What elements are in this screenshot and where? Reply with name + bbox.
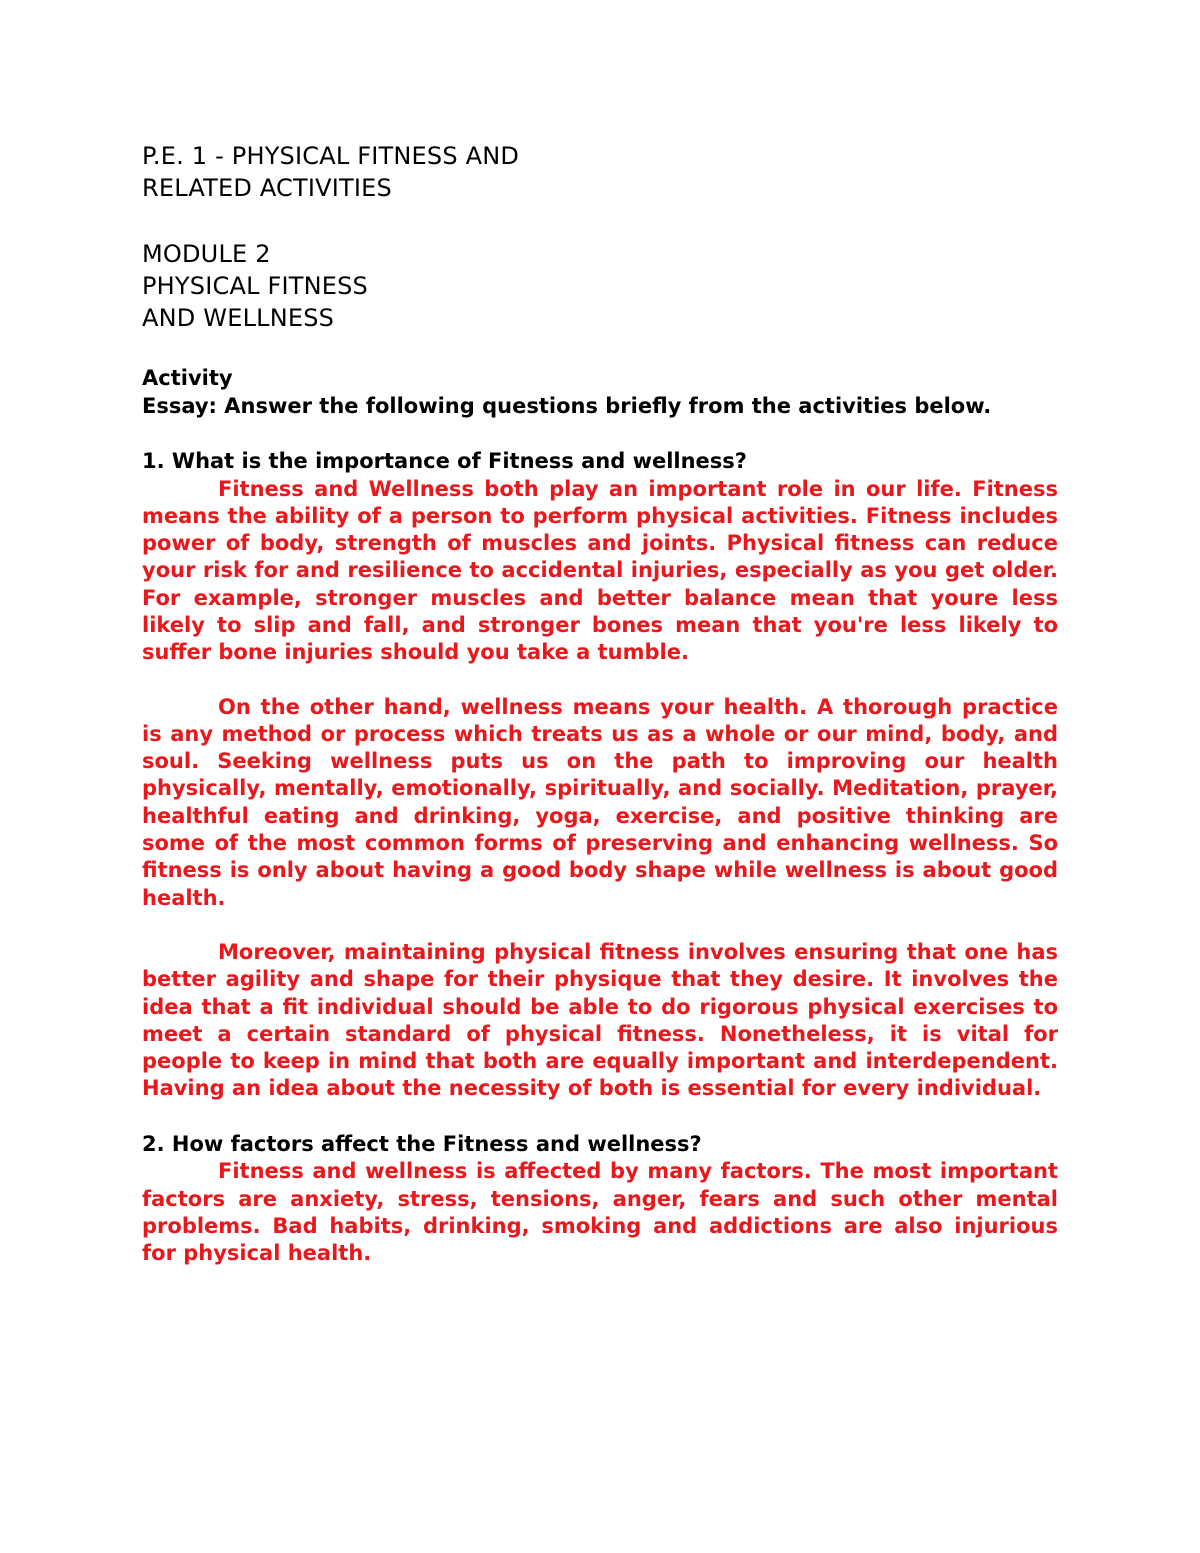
module-title-line-1: PHYSICAL FITNESS — [142, 272, 368, 300]
module-title-line-2: AND WELLNESS — [142, 304, 335, 332]
question-2-block — [142, 1131, 1058, 1268]
course-title — [142, 140, 1058, 204]
course-title-line-1: P.E. 1 - PHYSICAL FITNESS AND — [142, 142, 520, 170]
question-1-block — [142, 448, 1058, 1103]
question-2: 2. How factors affect the Fitness and wellness? — [142, 1131, 702, 1156]
module-number: MODULE 2 — [142, 240, 271, 268]
course-title-line-2: RELATED ACTIVITIES — [142, 174, 392, 202]
activity-label: Activity — [142, 366, 233, 390]
activity-section — [142, 364, 1058, 420]
document-page — [142, 140, 1058, 1267]
answer-1-paragraph-1: Fitness and Wellness both play an important role in our life. Fitness means the ability of a person to perform physical activities. Fitness includes power of body, strength of muscles and joints. Physical fitness can reduce your risk for and resilience to accidental injuries, especially as you get older. For example, stronger muscles and better balance mean that youre less likely to slip and fall, and stronger bones mean that you're less likely to suffer bone injuries should you take a tumble. — [142, 476, 1058, 665]
question-1: 1. What is the importance of Fitness and wellness? — [142, 449, 747, 473]
activity-instruction: Essay: Answer the following questions briefly from the activities below. — [142, 394, 992, 418]
answer-1-paragraph-2: On the other hand, wellness means your health. A thorough practice is any method or process which treats us as a whole or our mind, body, and soul. Seeking wellness puts us on the path to improving our health physically, mentally, emotionally, spiritually, and socially. Meditation, prayer, healthful eating and drinking, yoga, exercise, and positive thinking are some of the most common forms of preserving and enhancing wellness. So fitness is only about having a good body shape while wellness is about good health. — [142, 694, 1058, 910]
answer-2-paragraph-1: Fitness and wellness is affected by many factors. The most important factors are anxiety, stress, tensions, anger, fears and such other mental problems. Bad habits, drinking, smoking and addictions are also injurious for physical health. — [142, 1159, 1058, 1266]
answer-1-paragraph-3: Moreover, maintaining physical fitness involves ensuring that one has better agility and shape for their physique that they desire. It involves the idea that a fit individual should be able to do rigorous physical exercises to meet a certain standard of physical fitness. Nonetheless, it is vital for people to keep in mind that both are equally important and interdependent. Having an idea about the necessity of both is essential for every individual. — [142, 939, 1058, 1101]
module-heading — [142, 238, 1058, 334]
